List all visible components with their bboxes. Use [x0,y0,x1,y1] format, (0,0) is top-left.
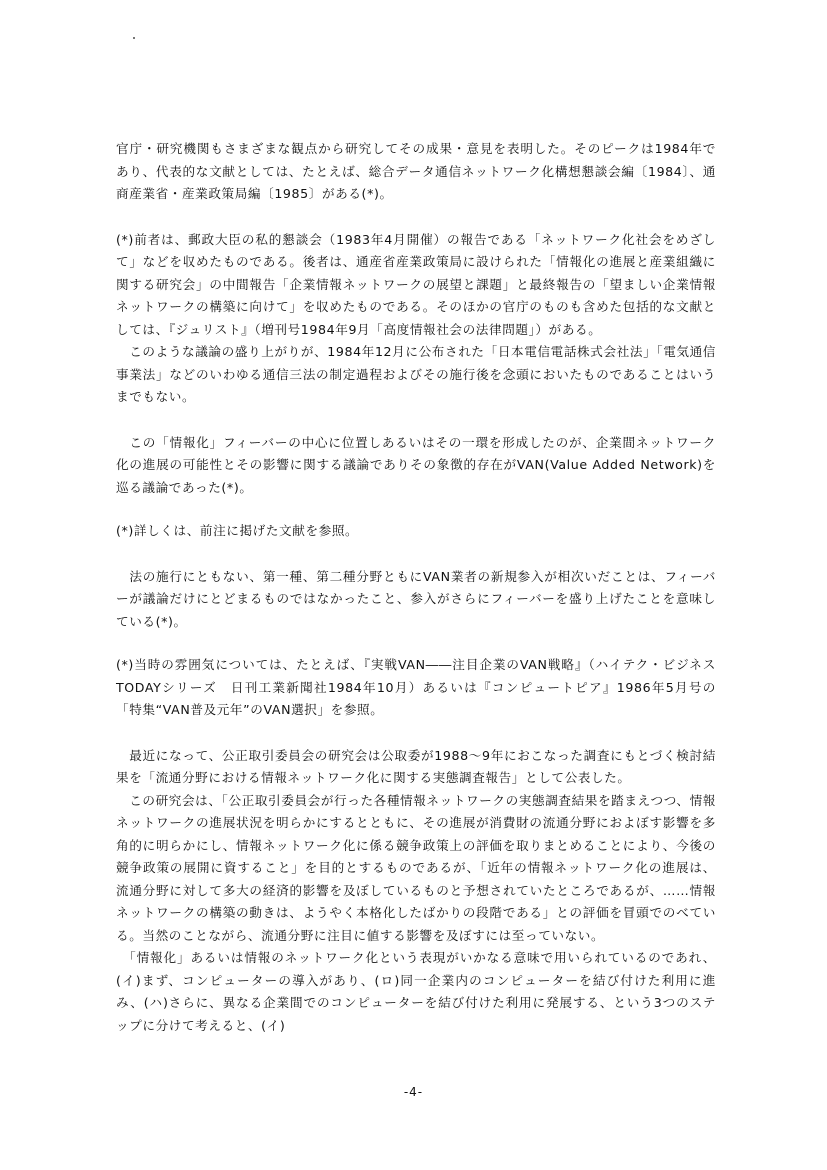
footnote-refer: (*)詳しくは、前注に掲げた文献を参照。 [116,523,359,538]
footnote-atmosphere: (*)当時の雰囲気については、たとえば、『実戦VAN――注目企業のVAN戦略』（ハイテク・ビジネスTODAYシリーズ 日刊工業新聞社1984年10月）あるいは『コンピュートピア』1986年5月号の「特集“VAN普及元年”のVAN選択」を参照。 [116,657,716,717]
footnote-sources: (*)前者は、郵政大臣の私的懇談会（1983年4月開催）の報告である「ネットワーク化社会をめざして」などを収めたものである。後者は、通産省産業政策局に設けられた「情報化の進展と産業組織に関する研究会」の中間報告「企業情報ネットワークの展望と課題」と最終報告の「望ましい企業情報ネットワークの構築に向けて」を収めたものである。そのほかの官庁のものも含めた包括的な文献としては、『ジュリスト』（増刊号1984年9月「高度情報社会の法律問題」）がある。 このような議論の盛り上がりが、1984年12月に公布された「日本電信電話株式会社法」「電気通信事業法」などのいわゆる通信三法の制定過程およびその施行後を念頭においたものであることはいうまでもない。 [116,231,716,404]
paragraph-van: この「情報化」フィーバーの中心に位置しあるいはその一環を形成したのが、企業間ネットワーク化の進展の可能性とその影響に関する議論でありその象徴的存在がVAN(Value Added Network)を巡る議論であった(*)。 [116,434,716,495]
paragraph-entry: 法の施行にともない、第一種、第二種分野ともにVAN業者の新規参入が相次いだことは、フィーバーが議論だけにとどまるものではなかったこと、参入がさらにフィーバーを盛り上げたことを意味している(*)。 [116,568,716,629]
paragraph-intro: 官庁・研究機関もさまざまな観点から研究してその成果・意見を表明した。そのピークは1984年であり、代表的な文献としては、たとえば、総合データ通信ネットワーク化構想懇談会編〔1984〕、通商産業省・産業政策局編〔1985〕がある(*)。 [116,141,716,201]
document-body [116,138,716,1037]
page-number: -4- [403,1085,424,1099]
scan-speck [133,37,135,39]
paragraph-ftc: 最近になって、公正取引委員会の研究会は公取委が1988～9年におこなった調査にもとづく検討結果を「流通分野における情報ネットワーク化に関する実態調査報告」として公表した。 この研究会は、「公正取引委員会が行った各種情報ネットワークの実態調査結果を踏まえつつ、情報ネットワークの進展状況を明らかにするとともに、その進展が消費財の流通分野におよぼす影響を多角的に明らかにし、情報ネットワーク化に係る競争政策上の評価を取りまとめることにより、今後の競争政策の展開に資すること」を目的とするものであるが、「近年の情報ネットワーク化の進展は、流通分野に対して多大の経済的影響を及ぼしているものと予想されていたところであるが、……情報ネットワークの構築の動きは、ようやく本格化したばかりの段階である」との評価を冒頭でのべている。当然のことながら、流通分野に注目に値する影響を及ぼすには至っていない。 「情報化」あるいは情報のネットワーク化という表現がいかなる意味で用いられているのであれ、(イ)まず、コンピューターの導入があり、(ロ)同一企業内のコンピューターを結び付けた利用に進み、(ハ)さらに、異なる企業間でのコンピューターを結び付けた利用に発展する、という3つのステップに分けて考えると、(イ) [116,747,716,1033]
